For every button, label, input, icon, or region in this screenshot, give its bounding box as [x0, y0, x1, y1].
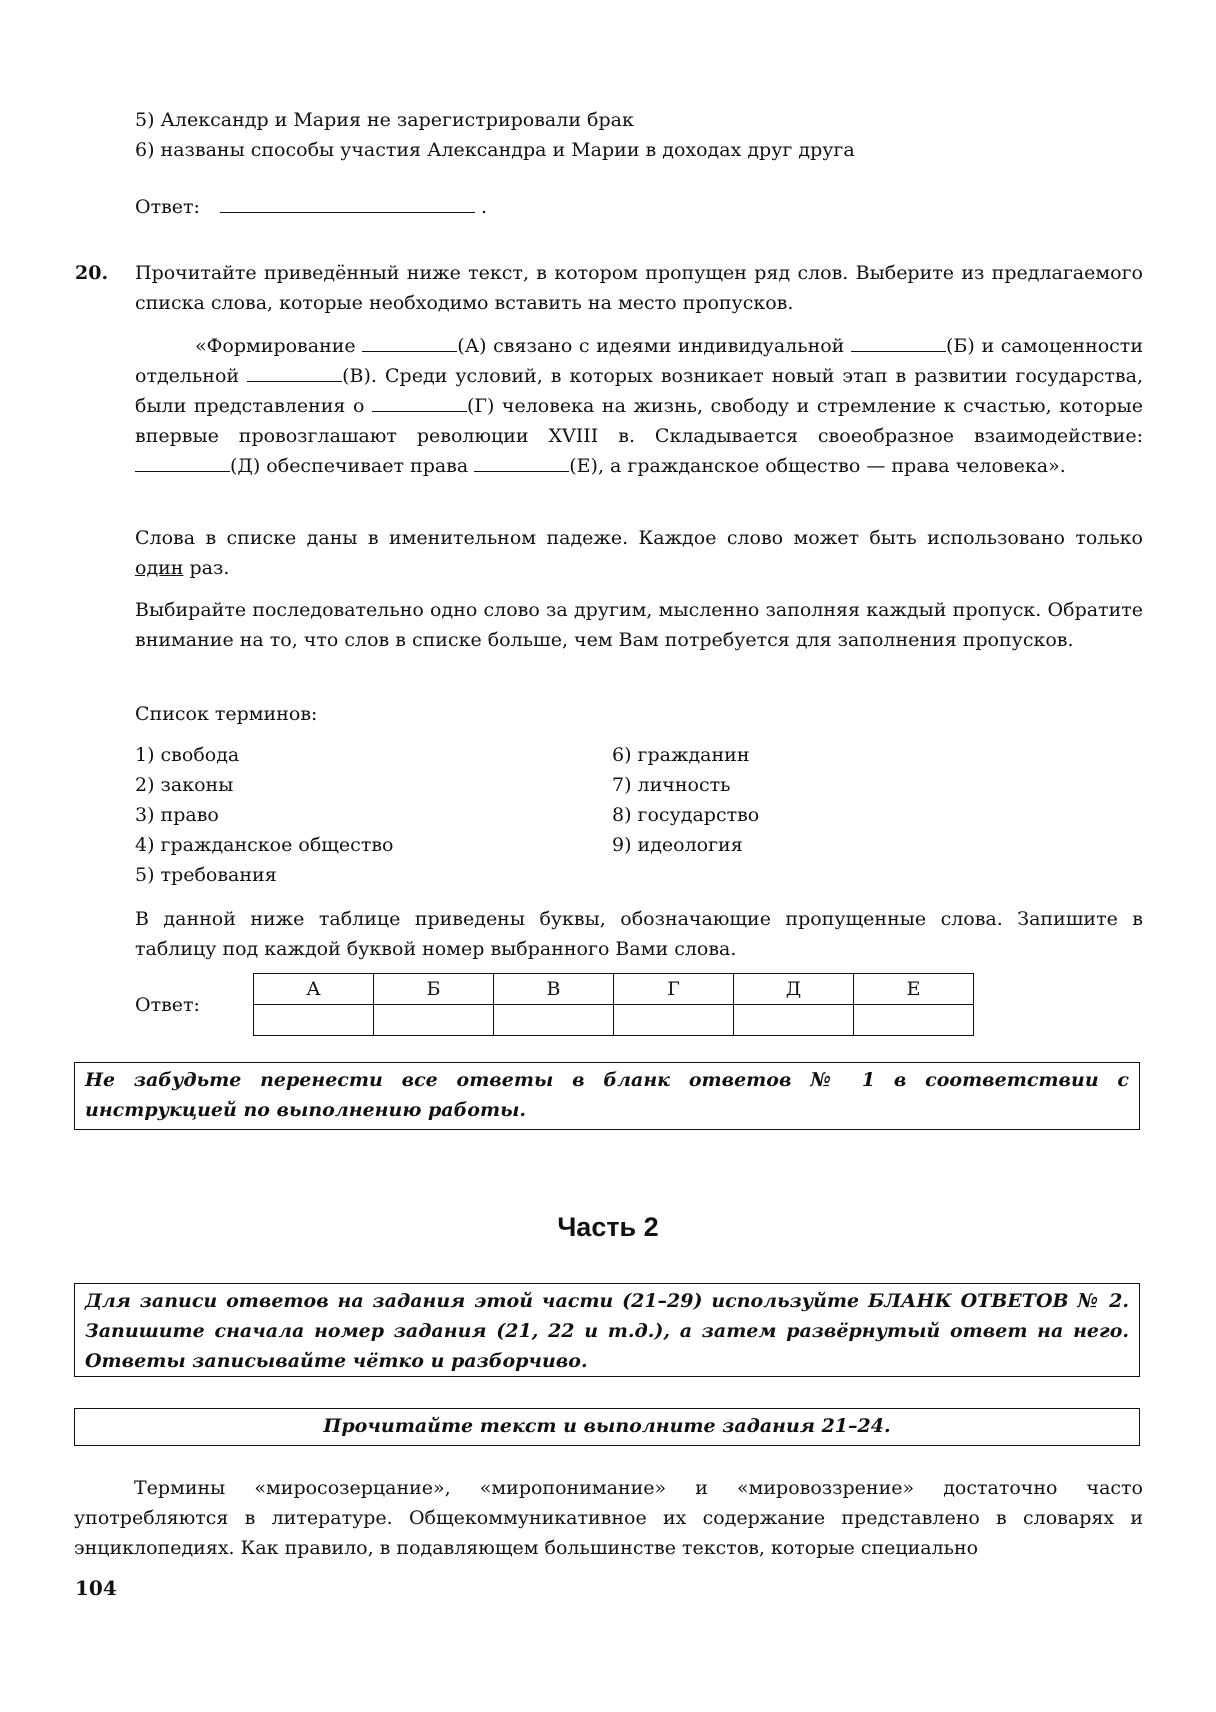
answer-dot: . [481, 196, 488, 218]
term: 6) гражданин [612, 744, 750, 766]
gap-d [372, 393, 467, 412]
term: 4) гражданское общество [135, 834, 394, 856]
term: 8) государство [612, 804, 760, 826]
answer-table [253, 973, 974, 1036]
option-6: 6) названы способы участия Александра и Марии в доходах друг друга [135, 139, 855, 161]
part-2-instruction-box: Для записи ответов на задания этой части (21–29) используйте БЛАНК ОТВЕТОВ № 2. Запишите сначала номер задания (21, 22 и т.д.), а затем развёрнутый ответ на него. Ответы записывайте чётко и разборчиво. [74, 1283, 1140, 1377]
list-title: Список терминов: [135, 703, 318, 725]
text-part: (Г) человека на жизнь, свободу и стремление к счастью, которые впервые провозглашают революции XVIII в. Складывается своеобразное взаимодействие: [135, 395, 1143, 447]
term: 5) требования [135, 864, 277, 886]
read-task-box: Прочитайте текст и выполните задания 21–24. [74, 1408, 1140, 1446]
note-underlined: один [135, 557, 184, 579]
answer-label: Ответ: [135, 196, 200, 218]
gap-text [135, 331, 1143, 481]
header-v: В [494, 974, 614, 1005]
term: 9) идеология [612, 834, 743, 856]
term: 1) свобода [135, 744, 240, 766]
header-a: А [254, 974, 374, 1005]
header-d: Д [734, 974, 854, 1005]
text-part: (Е), а гражданское общество — права человека». [569, 455, 1066, 477]
text-part: (Д) обеспечивает права [230, 455, 475, 477]
answer-cell[interactable] [734, 1005, 854, 1036]
header-b: Б [374, 974, 494, 1005]
part-2-title: Часть 2 [557, 1212, 659, 1242]
note-case [135, 523, 1143, 583]
text-part: (В). Среди условий, в которых возникает новый этап в развитии государства, были представления о [135, 365, 1143, 417]
term: 7) личность [612, 774, 731, 796]
header-e: Е [854, 974, 974, 1005]
answer-label: Ответ: [135, 994, 200, 1016]
answer-cell[interactable] [254, 1005, 374, 1036]
answer-cell[interactable] [374, 1005, 494, 1036]
task-instruction: Прочитайте приведённый ниже текст, в котором пропущен ряд слов. Выберите из предлагаемого списка слова, которые необходимо вставить на место пропусков. [135, 262, 1143, 314]
reminder-box: Не забудьте перенести все ответы в бланк ответов № 1 в соответствии с инструкцией по выполнению работы. [74, 1062, 1140, 1130]
note-text: раз. [183, 557, 230, 579]
source-paragraph: Термины «миросозерцание», «миропонимание» и «мировоззрение» достаточно часто употребляются в литературе. Общекоммуникативное их содержание представлено в словарях и энциклопедиях. Как правило, в подавляющем большинстве текстов, которые специально [74, 1477, 1143, 1559]
gap-f [474, 453, 569, 472]
terms-column-1 [135, 740, 393, 890]
gap-c [247, 363, 342, 382]
gap-e [135, 453, 230, 472]
answer-cell[interactable] [854, 1005, 974, 1036]
table-answer-row [254, 1005, 974, 1036]
task-number: 20. [75, 262, 109, 284]
note-order: Выбирайте последовательно одно слово за другим, мысленно заполняя каждый пропуск. Обратите внимание на то, что слов в списке больше, чем Вам потребуется для заполнения пропусков. [135, 599, 1143, 651]
answer-19 [135, 192, 1143, 222]
answer-field[interactable] [220, 192, 475, 213]
text-part: (А) связано с идеями индивидуальной [457, 335, 851, 357]
page-number: 104 [75, 1576, 117, 1600]
term: 3) право [135, 804, 219, 826]
gap-a [362, 333, 457, 352]
terms-column-2 [612, 740, 759, 860]
note-text: Слова в списке даны в именительном падеже. Каждое слово может быть использовано только [135, 527, 1143, 549]
term: 2) законы [135, 774, 234, 796]
answer-cell[interactable] [494, 1005, 614, 1036]
table-header-row [254, 974, 974, 1005]
header-g: Г [614, 974, 734, 1005]
table-note: В данной ниже таблице приведены буквы, обозначающие пропущенные слова. Запишите в таблицу под каждой буквой номер выбранного Вами слова. [135, 908, 1143, 960]
text-part: «Формирование [195, 335, 363, 357]
answer-cell[interactable] [614, 1005, 734, 1036]
option-5: 5) Александр и Мария не зарегистрировали брак [135, 109, 634, 131]
gap-b [851, 333, 946, 352]
text-part: (Б) и самоценности отдельной [135, 335, 1143, 387]
